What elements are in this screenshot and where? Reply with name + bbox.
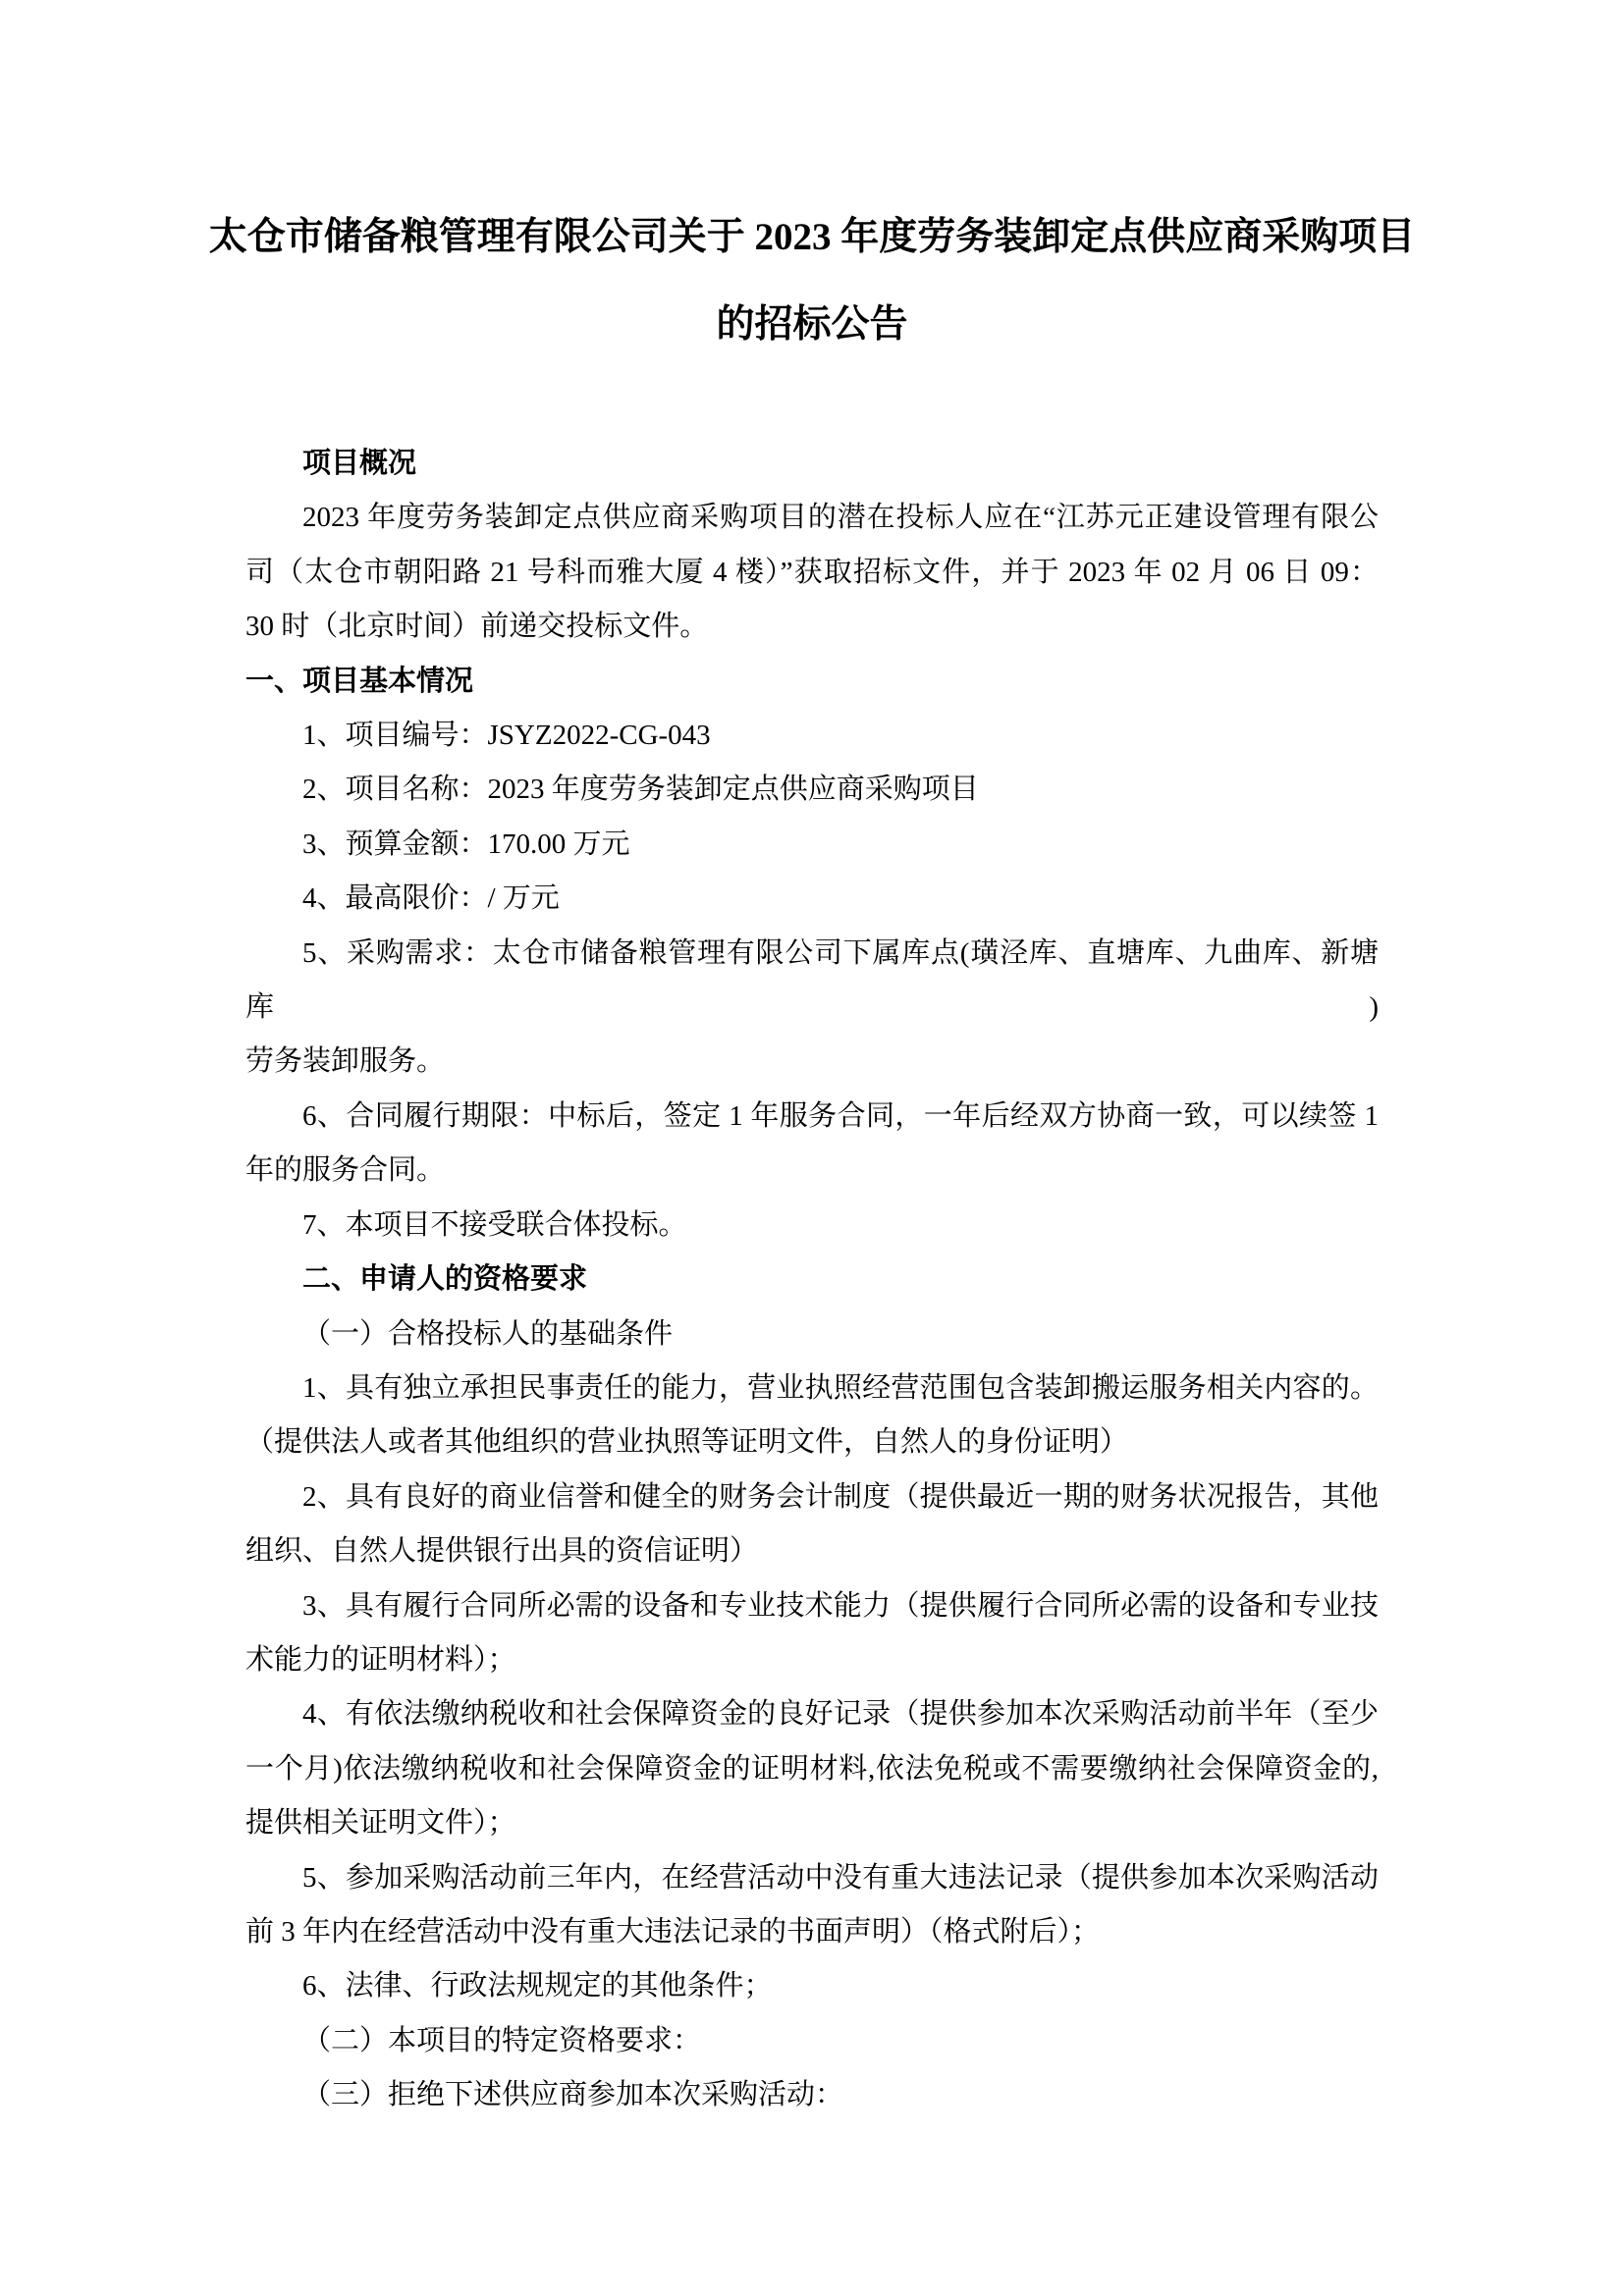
- text-line: 4、有依法缴纳税收和社会保障资金的良好记录（提供参加本次采购活动前半年（至少: [302, 1698, 1379, 1731]
- text-line: 二、申请人的资格要求: [302, 1263, 588, 1296]
- text-line: （三）拒绝下述供应商参加本次采购活动：: [302, 2079, 844, 2111]
- text-line: 3、具有履行合同所必需的设备和专业技术能力（提供履行合同所必需的设备和专业技: [302, 1589, 1379, 1622]
- document-body: [245, 437, 1379, 2123]
- text-line: 前 3 年内在经营活动中没有重大违法记录的书面声明）（格式附后）；: [245, 1915, 1101, 1948]
- text-line: （二）本项目的特定资格要求：: [302, 2024, 702, 2056]
- text-line: 5、采购需求：太仓市储备粮管理有限公司下属库点(璜泾库、直塘库、九曲库、新塘库): [245, 936, 1379, 1024]
- text-line: 术能力的证明材料）；: [245, 1643, 516, 1676]
- document-title-line-1: 太仓市储备粮管理有限公司关于 2023 年度劳务装卸定点供应商采购项目: [208, 216, 1416, 258]
- text-line: 6、法律、行政法规规定的其他条件；: [302, 1970, 773, 2002]
- text-line: （提供法人或者其他组织的营业执照等证明文件，自然人的身份证明）: [245, 1426, 1129, 1459]
- text-line: 组织、自然人提供银行出具的资信证明）: [245, 1535, 759, 1568]
- text-line: 30 时（北京时间）前递交投标文件。: [245, 611, 709, 643]
- text-line: 劳务装卸服务。: [245, 1045, 446, 1078]
- text-line: 2、项目名称：2023 年度劳务装卸定点供应商采购项目: [302, 774, 979, 806]
- text-line: 一、项目基本情况: [245, 665, 474, 697]
- text-line: 年的服务合同。: [245, 1154, 446, 1187]
- text-line: 2023 年度劳务装卸定点供应商采购项目的潜在投标人应在“江苏元正建设管理有限公: [302, 502, 1379, 534]
- text-line: 1、具有独立承担民事责任的能力，营业执照经营范围包含装卸搬运服务相关内容的。: [302, 1371, 1379, 1404]
- document-title: [0, 193, 1624, 368]
- text-line: 7、本项目不接受联合体投标。: [302, 1208, 687, 1241]
- text-line: 3、预算金额：170.00 万元: [302, 828, 630, 860]
- text-line: 5、参加采购活动前三年内，在经营活动中没有重大违法记录（提供参加本次采购活动: [302, 1861, 1379, 1894]
- text-line: 6、合同履行期限：中标后，签定 1 年服务合同，一年后经双方协商一致，可以续签 1: [302, 1099, 1379, 1132]
- text-line: 1、项目编号：JSYZ2022-CG-043: [302, 720, 711, 752]
- text-line: 提供相关证明文件）；: [245, 1807, 516, 1840]
- text-line: 项目概况: [302, 448, 417, 479]
- text-line: 4、最高限价：/ 万元: [302, 882, 560, 915]
- text-line: （一）合格投标人的基础条件: [302, 1317, 674, 1350]
- text-line: 2、具有良好的商业信誉和健全的财务会计制度（提供最近一期的财务状况报告，其他: [302, 1480, 1379, 1513]
- document-title-line-2: 的招标公告: [716, 303, 908, 346]
- text-line: 司（太仓市朝阳路 21 号科而雅大厦 4 楼）”获取招标文件，并于 2023 年 02 月 06 日 09：: [245, 556, 1379, 588]
- text-line: 一个月)依法缴纳税收和社会保障资金的证明材料,依法免税或不需要缴纳社会保障资金的,: [245, 1752, 1379, 1785]
